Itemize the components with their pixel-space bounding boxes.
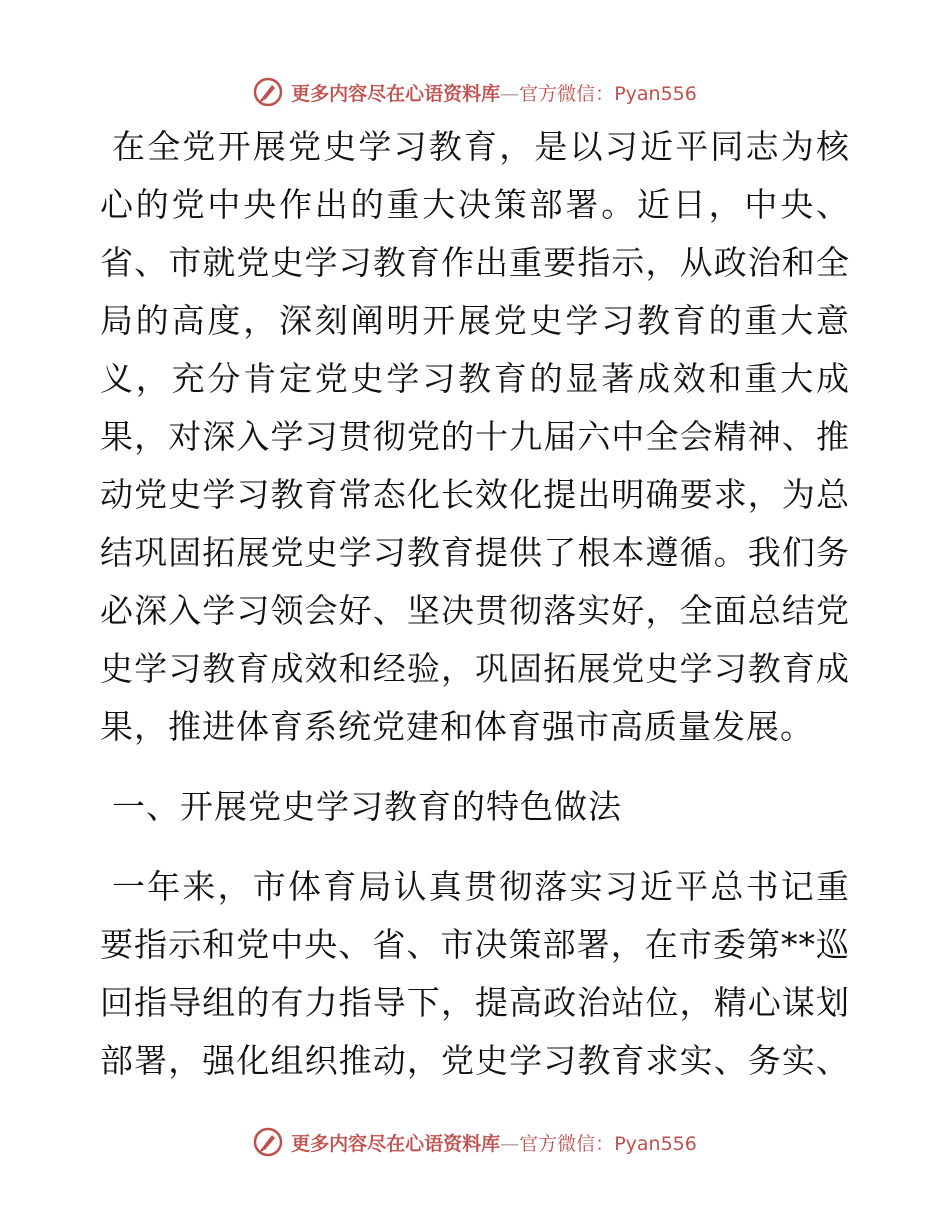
watermark-id: Pyan556 — [614, 82, 697, 105]
paragraph-line: 部署，强化组织推动，党史学习教育求实、务实、 — [100, 1041, 850, 1080]
paragraph-line: 省、市就党史学习教育作出重要指示，从政治和全 — [100, 243, 850, 282]
paragraph-gap — [100, 836, 850, 858]
watermark-main: 更多内容尽在心语资料库 — [291, 82, 501, 105]
paragraph-line: 局的高度，深刻阐明开展党史学习教育的重大意 — [100, 301, 850, 340]
watermark-official: 官方微信： — [519, 1132, 615, 1155]
footer-watermark — [0, 1122, 950, 1162]
paragraph-gap — [100, 756, 850, 778]
watermark-text — [291, 79, 697, 106]
paragraph-line: 要指示和党中央、省、市决策部署，在市委第**巡 — [100, 925, 850, 964]
paragraph-line: 必深入学习领会好、坚决贯彻落实好，全面总结党 — [100, 591, 850, 630]
paragraph-line: 一年来，市体育局认真贯彻落实习近平总书记重 — [112, 867, 850, 906]
paragraph-line: 回指导组的有力指导下，提高政治站位，精心谋划 — [100, 983, 850, 1022]
paragraph-line: 在全党开展党史学习教育，是以习近平同志为核 — [112, 127, 850, 166]
watermark-id: Pyan556 — [614, 1132, 697, 1155]
watermark-dash: — — [500, 1132, 520, 1155]
section-heading: 一、开展党史学习教育的特色做法 — [112, 787, 622, 826]
paragraph-line: 果，对深入学习贯彻党的十九届六中全会精神、推 — [100, 417, 850, 456]
header-watermark — [0, 72, 950, 112]
watermark-official: 官方微信： — [519, 82, 615, 105]
paragraph-line: 心的党中央作出的重大决策部署。近日，中央、 — [100, 185, 850, 224]
paragraph-line: 义，充分肯定党史学习教育的显著成效和重大成 — [100, 359, 850, 398]
pen-logo-icon — [253, 77, 283, 107]
pen-logo-icon — [253, 1127, 283, 1157]
paragraph-line: 结巩固拓展党史学习教育提供了根本遵循。我们务 — [100, 533, 850, 572]
watermark-dash: — — [500, 82, 520, 105]
watermark-text — [291, 1129, 697, 1156]
paragraph-line: 动党史学习教育常态化长效化提出明确要求，为总 — [100, 475, 850, 514]
paragraph-line: 史学习教育成效和经验，巩固拓展党史学习教育成 — [100, 649, 850, 688]
watermark-main: 更多内容尽在心语资料库 — [291, 1132, 501, 1155]
document-body — [100, 118, 850, 1090]
paragraph-line: 果，推进体育系统党建和体育强市高质量发展。 — [100, 707, 814, 746]
